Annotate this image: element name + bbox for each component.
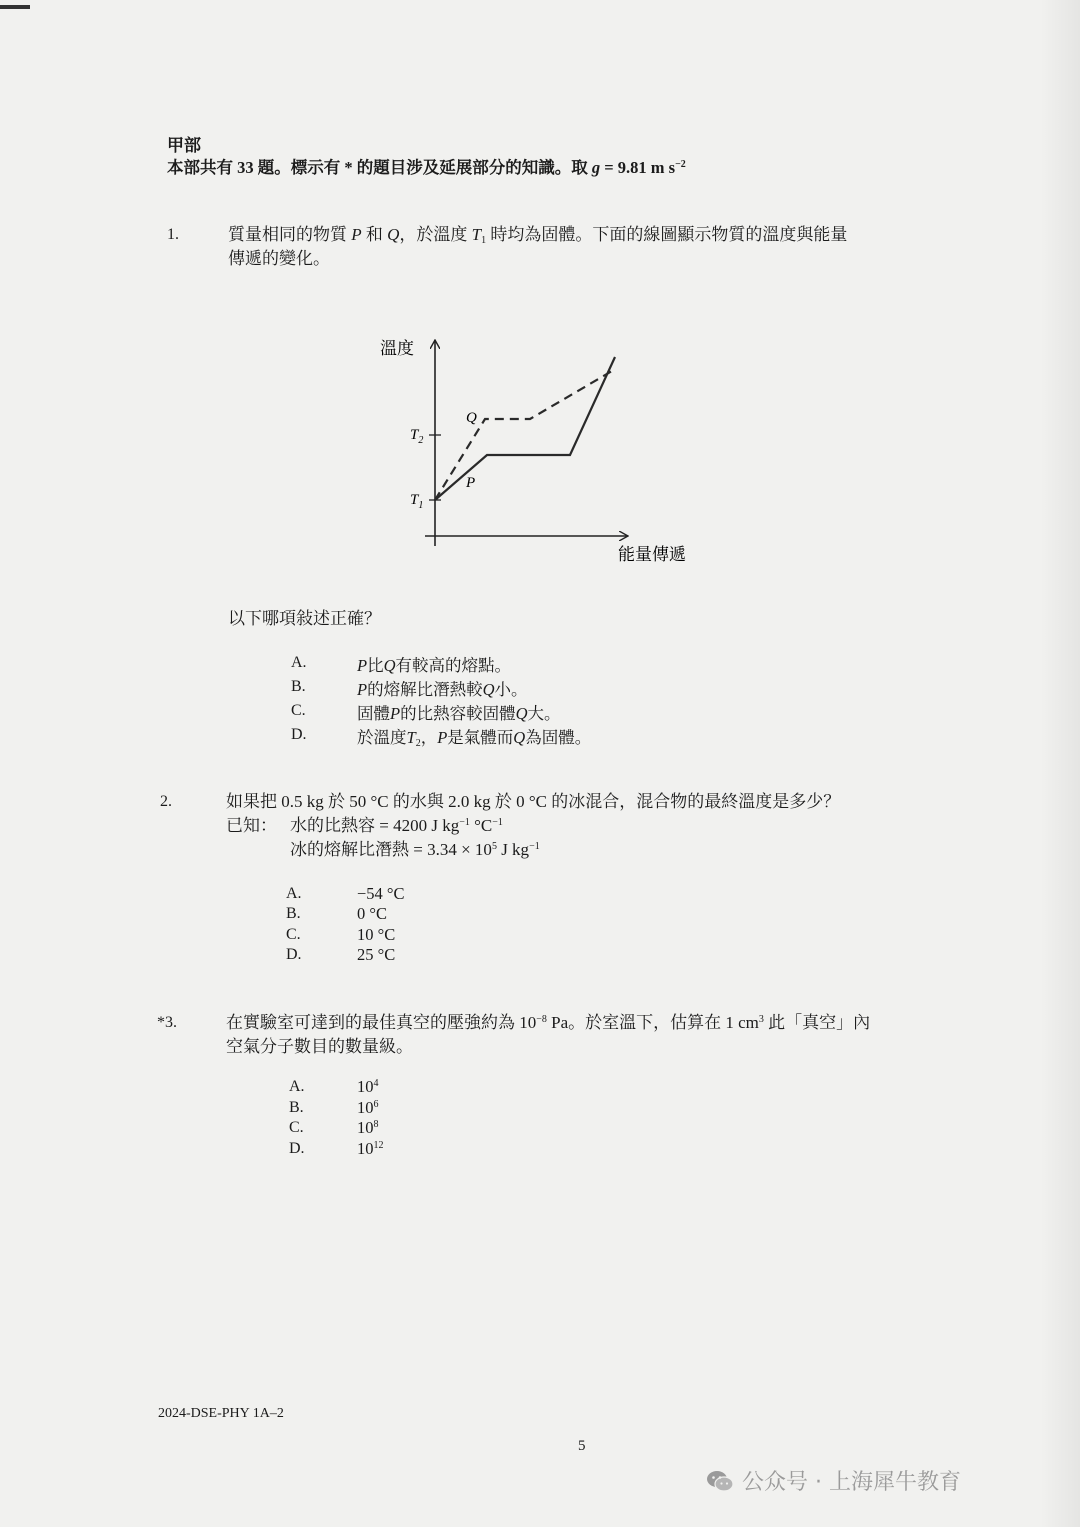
q2-given-line1: 水的比熱容 = 4200 J $kg^{-1}$ $^\circ C^{-1}$ <box>290 816 503 835</box>
q1-option-c-letter[interactable]: C. <box>291 702 306 719</box>
q-curve-label: Q <box>466 410 477 426</box>
q2-text-line1: 如果把 0.5 kg 於 50 °C 的水與 2.0 kg 於 0 °C 的冰混合，混合物的最終溫度是多少？ <box>226 792 841 811</box>
q3-option-c-text[interactable]: $10^8$ <box>357 1118 379 1137</box>
p-curve-label: P <box>466 475 476 491</box>
temperature-energy-graph <box>370 330 690 570</box>
t1-label: $T_1$ <box>410 492 424 511</box>
section-title: 甲部 <box>167 136 201 155</box>
q2-option-a-letter[interactable]: A. <box>286 885 302 902</box>
q1-option-a-letter[interactable]: A. <box>291 654 307 671</box>
q3-number: *3. <box>157 1014 177 1031</box>
q2-option-b-text[interactable]: 0 °C <box>357 904 387 923</box>
watermark <box>706 1465 961 1496</box>
q1-prompt: 以下哪項敍述正確？ <box>228 609 381 628</box>
corner-mark <box>0 5 30 9</box>
page-number: 5 <box>578 1438 586 1454</box>
y-axis-label: 溫度 <box>380 339 414 358</box>
q3-option-a-text[interactable]: $10^4$ <box>357 1077 379 1096</box>
q3-text-line1: 在實驗室可達到的最佳真空的壓強約為 $10^{-8}$ Pa。於室溫下，估算在 1 $cm^3$ 此「真空」內 <box>226 1013 871 1032</box>
q3-option-d-text[interactable]: $10^{12}$ <box>357 1139 384 1158</box>
paper-code: 2024-DSE-PHY 1A–2 <box>158 1406 284 1421</box>
q1-option-b-text[interactable]: P的熔解比潛熱較Q小。 <box>357 680 528 699</box>
q1-option-b-letter[interactable]: B. <box>291 678 306 695</box>
q1-text-line1: 質量相同的物質 P 和 Q，於溫度 $T_1$ 時均為固體。下面的線圖顯示物質的溫度與能量 <box>228 225 848 246</box>
q3-option-a-letter[interactable]: A. <box>289 1078 305 1095</box>
q2-given-label: 已知： <box>226 816 277 835</box>
q1-text-line2: 傳遞的變化。 <box>228 249 330 268</box>
q2-given-line2: 冰的熔解比潛熱 = $3.34 \times 10^5$ J $kg^{-1}$ <box>290 840 540 859</box>
q1-number: 1. <box>167 226 179 243</box>
series-p-line <box>435 357 615 500</box>
q3-option-b-letter[interactable]: B. <box>289 1099 304 1116</box>
section-description: 本部共有 33 題。標示有 * 的題目涉及延展部分的知識。取 g = 9.81 m $s^{-2}$ <box>167 158 686 177</box>
q2-option-b-letter[interactable]: B. <box>286 905 301 922</box>
q3-option-c-letter[interactable]: C. <box>289 1119 304 1136</box>
q2-option-c-letter[interactable]: C. <box>286 926 301 943</box>
q2-number: 2. <box>160 793 172 810</box>
q1-option-c-text[interactable]: 固體P的比熱容較固體Q大。 <box>357 704 561 723</box>
q3-option-b-text[interactable]: $10^6$ <box>357 1098 379 1117</box>
series-q-line <box>435 371 612 500</box>
x-axis-label: 能量傳遞 <box>618 545 686 564</box>
q1-option-d-letter[interactable]: D. <box>291 726 307 743</box>
q3-option-d-letter[interactable]: D. <box>289 1140 305 1157</box>
q1-option-a-text[interactable]: P比Q有較高的熔點。 <box>357 656 512 675</box>
q3-text-line2: 空氣分子數目的數量級。 <box>226 1037 413 1056</box>
wechat-icon <box>706 1470 734 1492</box>
q2-option-c-text[interactable]: 10 °C <box>357 925 396 944</box>
q1-option-d-text[interactable]: 於溫度$T_2$，P是氣體而Q為固體。 <box>357 728 592 749</box>
watermark-text: 公众号 · 上海犀牛教育 <box>742 1470 961 1495</box>
q2-option-d-letter[interactable]: D. <box>286 946 302 963</box>
q2-option-a-text[interactable]: −54 °C <box>357 884 405 903</box>
q2-option-d-text[interactable]: 25 °C <box>357 945 396 964</box>
page-edge-shadow <box>1040 0 1080 1527</box>
t2-label: $T_2$ <box>410 427 424 446</box>
